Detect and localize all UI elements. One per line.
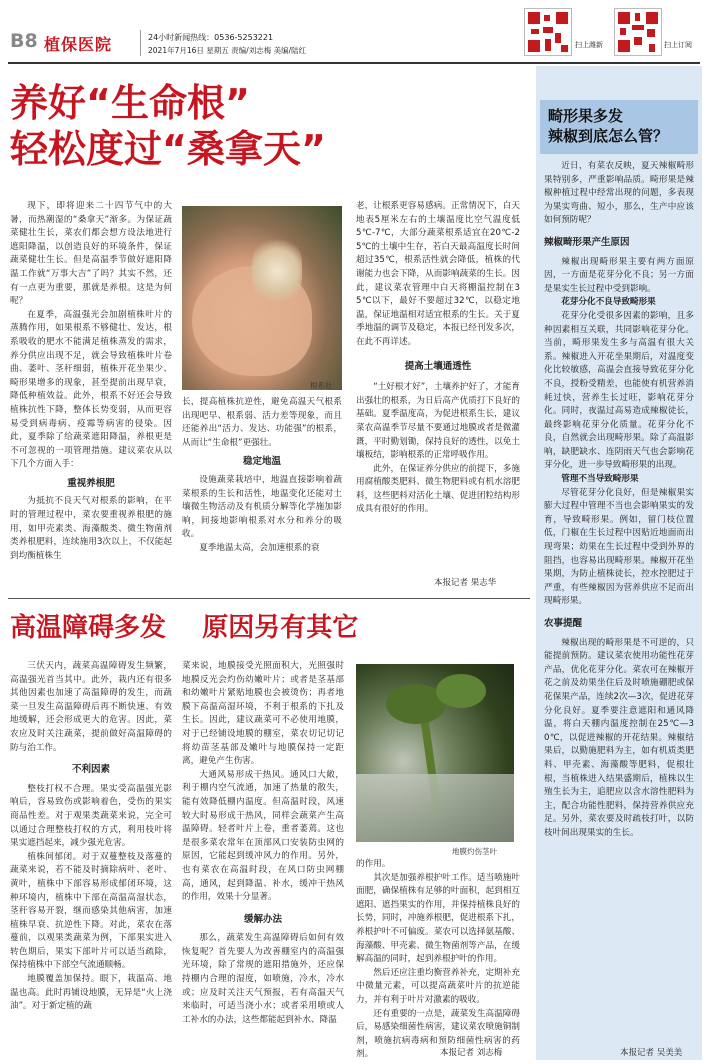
paragraph: 设施蔬菜栽培中，地温直接影响着蔬菜根系的生长和活性，地温变化还能对土壤微生物活动及有机质分解等化学施加影响，间接地影响根系对水分和养分的吸收。	[182, 474, 342, 540]
photo-caption: 地膜灼伤茎叶	[452, 847, 497, 856]
subheading: 农事提醒	[544, 618, 583, 629]
article1-col2	[182, 396, 342, 592]
paragraph: 整枝打权不合理。果实受高温强光影响后，容易致伤或影响着色，受伤的果实商品性差。对于观果类蔬菜来说，完全可以通过合理整枝打权的方式，利用枝叶将果实遮挡起来，减少强光危害。	[10, 783, 172, 849]
article2-col1	[10, 660, 172, 1060]
article2-title: 高温障碍多发 原因另有其它	[10, 613, 359, 643]
subheading: 重视养根肥	[67, 477, 115, 489]
subheading: 不利因素	[71, 764, 110, 776]
paragraph: 夏季地温太高，会加速根系的衰	[199, 542, 320, 553]
article2-byline: 本报记者 刘志梅	[440, 1048, 503, 1058]
issue-info: 2021年7月16日 星期五 责编/刘志梅 美编/陆红	[148, 46, 307, 55]
paragraph: 那么，蔬菜发生高温障碍后如何有效恢复呢？首先要人为改善棚室内的高温强光环境，除了常规的遮阳措施外，还应保持棚内合理的湿度，如喷施，冷水，冷水或；应及时关注天气预报，若有高温天气来临时，可适当浇小水；或者采用喷或人工补水的办法，这些都能起到补水、降温	[182, 933, 344, 1025]
subheading: 辣椒畸形果产生原因	[544, 236, 630, 248]
article1-title-line2: 轻松度过“桑拿天”	[10, 127, 326, 171]
paragraph: 地膜覆盖加保持。眼下，栽温高、地温也高。此时再铺设地膜，无异是“火上浇油”。对于新定植的蔬	[10, 974, 172, 1012]
paragraph: 还有重要的一点是，蔬菜发生高温障碍后，易感染细菌性病害，建议菜农喷施铜制剂，喷施抗病毒病和预防细菌性病害的药剂。	[356, 1008, 520, 1060]
article1-col3	[356, 200, 520, 575]
paragraph: 辣椒出现畸形果主要有两方面原因，一方面是花芽分化不良；另一方面是果实生长过程中受到影响。	[544, 256, 694, 294]
paragraph: 辣椒出现的畸形果是不可逆的，只能提前预防。建议菜农使用功能性花芽产品，优化花芽分化。菜农可在辣椒开花之前及幼果坐住后及时喷施硼肥或保花保果产品，连续2次—3次，促进花芽分化良好。夏季要注意遮阳和通风降温，将白天棚内温度控制在25℃—30℃，以促进辣椒的开花结果。辣椒结果后，以勤施肥料为主，如有机质类肥料、甲壳素、海藻酸等肥料，促根壮根，当植株进入结果盛期后，植株以生殖生长为主，追肥应以含水溶性肥料为主，配合功能性肥料，保持营养供应充足。另外，菜农要及时疏枝打叶，以防枝叶间出现果实的生长。	[544, 637, 694, 838]
article1-byline: 本报记者 果志华	[434, 578, 497, 588]
paragraph: 现下，即将迎来二十四节气中的大暑，而热潮湿的“桑拿天”渐多。为保证蔬菜健壮生长，菜农们都会想方设法地进行遮阳降温，以创造良好的环境条件，保证蔬菜健壮生长。但是高温季节做好遮阳降温工作就“万事大吉”了吗？其实不然，还有一点更为重要，那就是养根。这是为何呢？	[10, 201, 172, 307]
article1-title-line1: 养好“生命根”	[10, 81, 250, 125]
root-cluster	[252, 236, 302, 306]
qr-code-icon	[524, 8, 572, 56]
paragraph: 菜来说，地膜接受光照面积大，光照强时地膜反光会灼伤幼嫩叶片；或者是茎基部和幼嫩叶片紧贴地膜也会被烫伤；再者地膜下高温高湿环境，不利于根系的下扎及生长。因此，建议蔬菜可不必使用地膜，对于已经铺设地膜的棚室，菜农切记切记将幼苗茎基部及嫩叶与地膜保持一定距离，避免产生伤害。	[182, 661, 344, 767]
qr-code-icon	[614, 8, 662, 56]
article-divider	[8, 598, 530, 599]
page-number: B8	[10, 30, 38, 52]
paragraph: 植株间郁闭。对于双蔓整枝及落蔓的蔬菜来说，若不能及时摘除病叶、老叶、黄叶，植株中下部容易形成郁闭环境，这种环境内，植株中下部在高温高湿状态，茎秆容易开裂，继而感染其他病害，加速植株早衰、抗逆性下降。对此，菜农在落蔓前，以观果类蔬菜为例，下部果实进入转色期后，果实下部叶片可以适当疏除，保持植株中下部空气流通顺畅。	[10, 851, 172, 971]
paragraph: 长，提高植株抗逆性，避免高温天气根系出现吧早、根系弱、活力差等现象，而且还能养出“活力、发达、功能强”的根系，从而让“生命根”更强壮。	[182, 397, 342, 448]
masthead	[0, 0, 708, 62]
paragraph: 老，让根系更容易感病。正常情况下，白天地表5厘米左右的土壤温度比空气温度低5℃-7℃，大部分蔬菜根系适宜在20℃-25℃的土壤中生存，若白天最高温度长时间超过35℃，根系活性就会降低，植株的代谢能力也会下降，从而影响蔬菜的生长。因此，建议菜农管理中白天将棚温控制在35℃以下，最好不要超过32℃，以稳定地温，保证地温相对适宜根系的生长。关于夏季地温的调节及稳定，本报已经刊发多次，在此不再详述。	[356, 201, 520, 347]
sidebar-body	[544, 160, 694, 1030]
paragraph: 花芽分化受很多因素的影响，且多种因素相互关联，共同影响花芽分化。当前，畸形果发生多与高温有很大关系。辣椒进入开花坐果期后，对温度变化比较敏感，高温会直接导致花芽分化不良，授粉受精差，也能使有机营养消耗过快，营养生长过旺，影响花芽分化。同时，夜温过高易造成辣椒徒长，最终影响花芽分化质量。花芽分化不良，自然就会出现畸形果。除了高温影响，缺肥缺水、连阴雨天气也会影响花芽分化，进一步导致畸形果的出现。	[544, 310, 694, 471]
mulch-burn-photo	[356, 664, 514, 842]
sidebar-title-line2: 辣椒到底怎么管？	[548, 127, 669, 145]
paragraph: 尽管花芽分化良好，但是辣椒果实膨大过程中管理不当也会影响果实的发育，导致畸形果。例如，留门枝位置低，门椒在生长过程中因贴近地面而出现弯果；幼果在生长过程中受到外界的阻挡，也容易出现畸形果。辣椒开花坐果期，为防止植株徒长，控水控肥过于严重，有些辣椒因为营养供应不足而出现畸形果。	[544, 487, 694, 607]
subheading: 稳定地温	[242, 456, 281, 468]
photo-caption: 根系壮	[310, 381, 333, 390]
paragraph: 为抵抗不良天气对根系的影响，在平时的管理过程中，菜农要重视养根肥的施用，如甲壳素类、海藻酸类、微生物菌剂类养根肥料，连续施用3次以上，不仅能起到均衡植株生	[10, 496, 172, 561]
sidebar-byline: 本报记者 吴美美	[620, 1048, 683, 1058]
article1-title	[10, 80, 530, 172]
subheading: 花芽分化不良导致畸形果	[561, 297, 656, 308]
sidebar-title-box	[540, 100, 698, 154]
subheading: 管理不当导致畸形果	[561, 474, 639, 485]
subheading: 提高土壤通透性	[404, 360, 472, 372]
sidebar-title-line1: 畸形果多发	[548, 107, 624, 125]
paragraph: 其次是加强养根护叶工作。适当喷施叶面肥，确保植株有足够的叶面积，起到相互遮阳、遮挡果实的作用，并保持植株良好的长势，同时，冲施养根肥，促进根系下扎，养根护叶不可偏废。菜农可以选择氨基酸、海藻酸、甲壳素、微生物菌剂等产品，在缓解高温的同时，起到养根护叶的作用。	[356, 872, 520, 965]
subheading: 缓解办法	[243, 913, 282, 925]
paragraph: 的作用。	[356, 859, 391, 869]
leaf-shape	[436, 674, 486, 708]
qr2-label: 扫上订阅	[664, 41, 692, 49]
mulch-film	[356, 774, 514, 842]
paragraph: 三伏天内，蔬菜高温障碍发生频繁，高温强光首当其中。此外，栽内还有很多其他因素也加速了高温障碍的发生，而蔬菜一旦发生高温障碍后再不断快速、有效地缓解，还会形成更大的危害。因此，菜农应及时关注蔬菜，提前做好高温障碍的防与治工作。	[10, 661, 172, 753]
paragraph: 在夏季，高温强光会加剧植株叶片的蒸腾作用，如果根系不够健壮、发达，根系吸收的肥水不能满足植株蒸发的需求，养分供应出现不足，就会导致植株叶片卷曲、萎叶、茎秆细弱，植株开花坐果少、畸形果增多的现象，甚至提前出现早衰，降低种植效益。此外，根系不好还会导致植株抗性下降，整体长势变弱，从而更容易受到病毒病、疫霉等病害的侵染。因此，夏季除了给蔬菜遮阳降温，养根更是不可忽视的一项管理措施。建议菜农从以下几个方面入手：	[10, 309, 172, 470]
news-hotline: 24小时新闻热线：0536-5253221	[148, 33, 274, 42]
article1-col1	[10, 200, 172, 592]
article2-col2	[182, 660, 344, 1060]
header-divider	[140, 30, 141, 56]
paragraph: “土好根才好”，土壤养护好了，才能育出强壮的根系，为日后高产优质打下良好的基础。夏季温度高，为促进根系生长，建议菜农高温季节尽量不要通过地膜或者是微灌溉，平时勤划锄，保持良好的透性，以免土壤板结，影响根系的正常呼吸作用。	[356, 382, 520, 461]
paragraph: 大通风易形成干热风。通风口大敞，利于棚内空气流通，加速了热量的散失，能有效降低棚内温度。但高温时段，风速较大时易形成干热风，同样会蔬菜产生高温障碍。轻者叶片上卷，重者萎蔫。这也是很多菜农常年在顶部风口安装防虫网的原因，它能起到缓冲风力的作用。另外，也有菜农在高温时段，在风口防虫网棚高，通风，起到降温、补水，缓冲干热风的作用，效果十分显著。	[182, 769, 344, 903]
paragraph: 然后还应注重均衡营养补充，定期补充中微量元素，可以提高蔬菜叶片的抗逆能力，并有利于叶片对激素的吸收。	[356, 967, 520, 1005]
masthead-rule	[8, 62, 700, 64]
qr1-label: 扫上潍新	[575, 41, 603, 49]
roots-photo	[182, 206, 342, 390]
section-name: 植保医院	[44, 35, 113, 54]
paragraph: 此外，在保证养分供应的前提下，多施用腐植酸类肥料、微生物肥料或有机水溶肥料，这些肥料对活化土壤、促进团粒结构形成具有很好的作用。	[356, 463, 520, 515]
paragraph: 近日，有菜农反映，夏天辣椒畸形果特别多，严重影响品质。畸形果是辣椒种植过程中经常出现的问题，多表现为果实弯曲、短小，那么，生产中应该如何预防呢？	[544, 161, 694, 226]
